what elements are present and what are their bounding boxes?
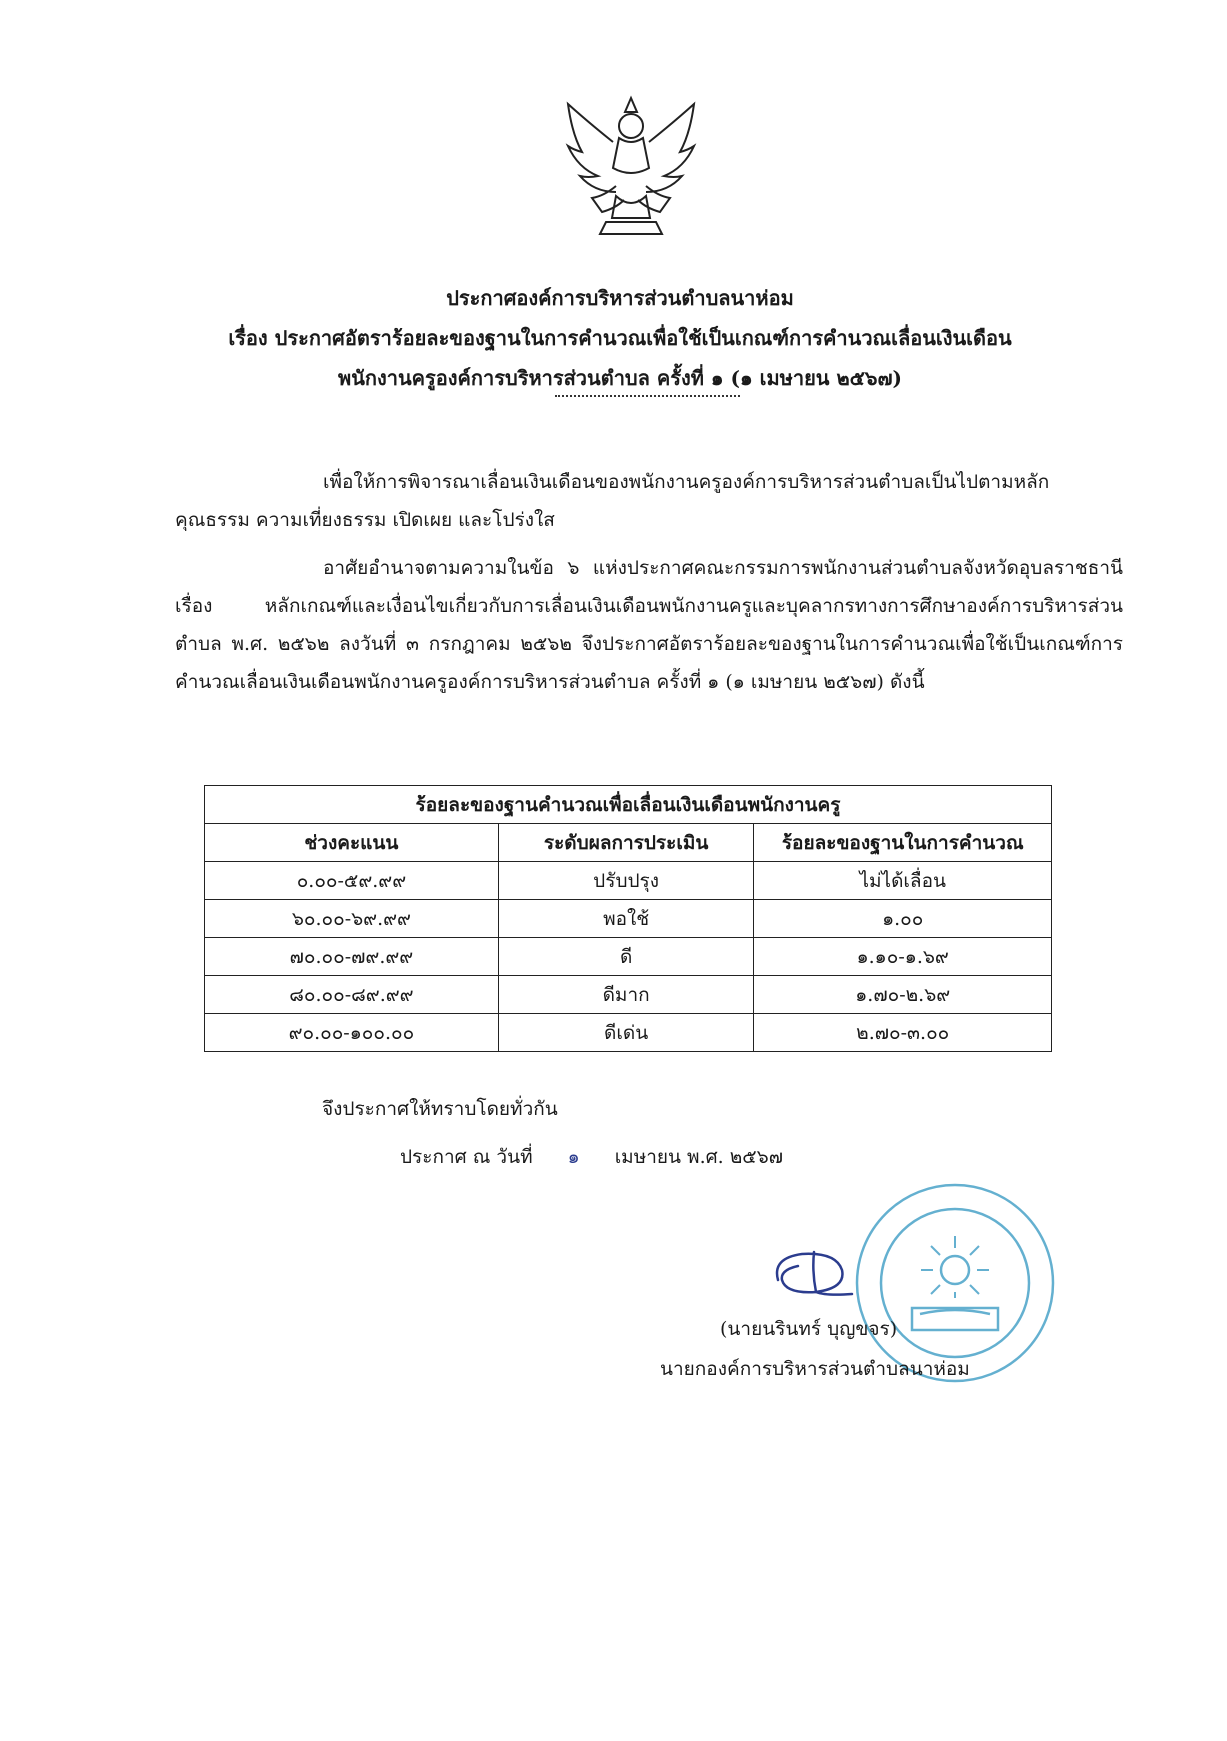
rates-table <box>204 785 1052 1052</box>
assessment-level: ดี <box>498 938 754 976</box>
table-header-row <box>205 824 1052 862</box>
base-percentage: ๑.๐๐ <box>754 900 1052 938</box>
score-range: ๘๐.๐๐-๘๙.๙๙ <box>205 976 499 1014</box>
table-row <box>205 862 1052 900</box>
base-percentage: ๑.๗๐-๒.๖๙ <box>754 976 1052 1014</box>
score-range: ๗๐.๐๐-๗๙.๙๙ <box>205 938 499 976</box>
table-title: ร้อยละของฐานคำนวณเพื่อเลื่อนเงินเดือนพนักงานครู <box>205 786 1052 824</box>
score-range: ๖๐.๐๐-๖๙.๙๙ <box>205 900 499 938</box>
signer-title: นายกองค์การบริหารส่วนตำบลนาห่อม <box>660 1358 970 1380</box>
base-percentage: ไม่ได้เลื่อน <box>754 862 1052 900</box>
base-percentage: ๒.๗๐-๓.๐๐ <box>754 1014 1052 1052</box>
signer-name: (นายนรินทร์ บุญขจร) <box>720 1318 898 1340</box>
signature <box>758 1240 878 1310</box>
date-day: ๑ <box>567 1146 580 1168</box>
closing-statement: จึงประกาศให้ทราบโดยทั่วกัน <box>322 1098 558 1120</box>
paragraph-purpose: เพื่อให้การพิจารณาเลื่อนเงินเดือนของพนักงานครูองค์การบริหารส่วนตำบลเป็นไปตามหลักคุณธรรม ความเที่ยงธรรม เปิดเผย และโปร่งใส <box>175 471 1050 531</box>
announcement-date <box>400 1142 783 1172</box>
column-header-score-range: ช่วงคะแนน <box>205 824 499 862</box>
table-title-row <box>205 786 1052 824</box>
table-row <box>205 1014 1052 1052</box>
assessment-level: ดีมาก <box>498 976 754 1014</box>
paragraph-authority: อาศัยอำนาจตามความในข้อ ๖ แห่งประกาศคณะกรรมการพนักงานส่วนตำบลจังหวัดอุบลราชธานี เรื่อง หลักเกณฑ์และเงื่อนไขเกี่ยวกับการเลื่อนเงินเดือนพนักงานครูและบุคลากรทางการศึกษาองค์การบริหารส่วนตำบล พ.ศ. ๒๕๖๒ ลงวันที่ ๓ กรกฎาคม ๒๕๖๒ จึงประกาศอัตราร้อยละของฐานในการคำนวณเพื่อใช้เป็นเกณฑ์การคำนวณเลื่อนเงินเดือนพนักงานครูองค์การบริหารส่วนตำบล ครั้งที่ ๑ (๑ เมษายน ๒๕๖๗) ดังนี้ <box>175 557 1123 693</box>
assessment-level: ปรับปรุง <box>498 862 754 900</box>
date-prefix: ประกาศ ณ วันที่ <box>400 1146 533 1168</box>
table-row <box>205 900 1052 938</box>
column-header-assessment-level: ระดับผลการประเมิน <box>498 824 754 862</box>
column-header-percentage: ร้อยละของฐานในการคำนวณ <box>754 824 1052 862</box>
date-suffix: เมษายน พ.ศ. ๒๕๖๗ <box>614 1146 784 1168</box>
score-range: ๙๐.๐๐-๑๐๐.๐๐ <box>205 1014 499 1052</box>
base-percentage: ๑.๑๐-๑.๖๙ <box>754 938 1052 976</box>
garuda-emblem <box>556 90 706 240</box>
table-row <box>205 938 1052 976</box>
header-divider <box>555 395 740 397</box>
assessment-level: ดีเด่น <box>498 1014 754 1052</box>
assessment-level: พอใช้ <box>498 900 754 938</box>
score-range: ๐.๐๐-๕๙.๙๙ <box>205 862 499 900</box>
table-row <box>205 976 1052 1014</box>
header-line-1: ประกาศองค์การบริหารส่วนตำบลนาห่อม <box>446 286 794 310</box>
announcement-header <box>120 278 1120 398</box>
header-line-2: เรื่อง ประกาศอัตราร้อยละของฐานในการคำนวณเพื่อใช้เป็นเกณฑ์การคำนวณเลื่อนเงินเดือน <box>228 326 1012 350</box>
header-line-3: พนักงานครูองค์การบริหารส่วนตำบล ครั้งที่ ๑ (๑ เมษายน ๒๕๖๗) <box>338 366 902 390</box>
